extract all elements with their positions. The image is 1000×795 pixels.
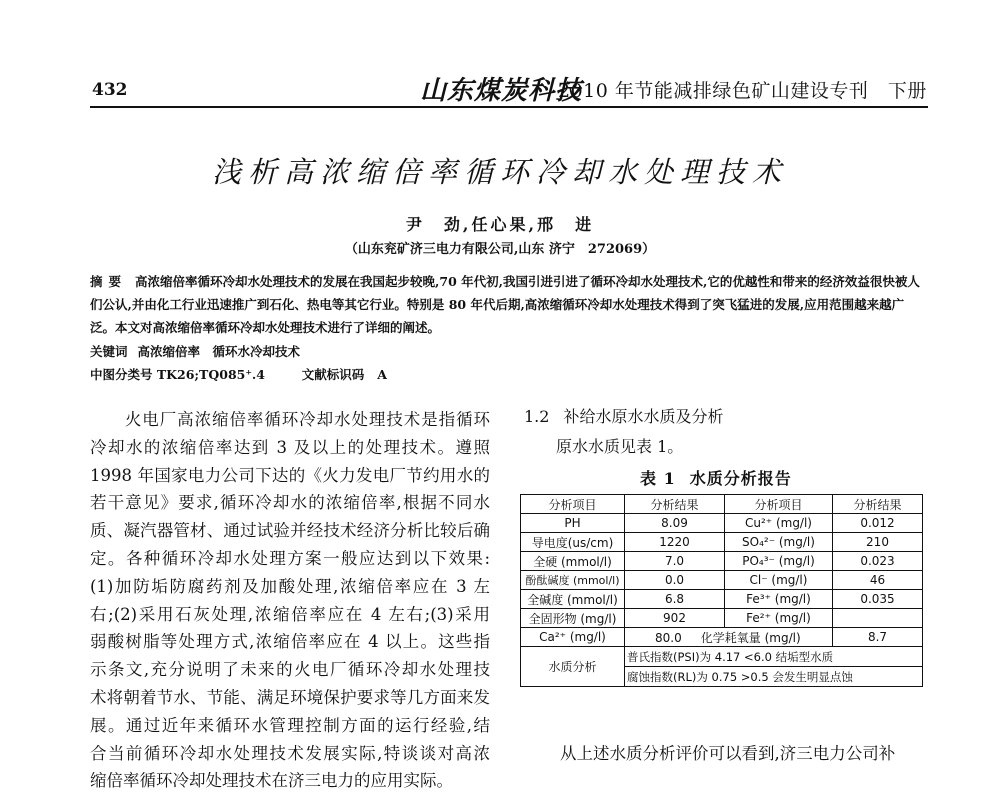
body-line: 定。各种循环冷却水处理方案一般应达到以下效果: [90,548,490,568]
article-affiliation: （山东兖矿济三电力有限公司,山东 济宁 272069） [344,242,656,257]
table-cell: 902 [625,609,725,628]
body-line: 质、凝汽器管材、通过试验并经技术经济分析比较后确 [90,521,490,541]
table-cell: Cl⁻ (mg/l) [725,571,833,590]
summary-line: 普氏指数(PSI)为 4.17 <6.0 结垢型水质 [625,647,923,667]
ca-value: 80.0 [655,630,682,645]
body-line: 若干意见》要求,循环冷却水的浓缩倍率,根据不同水 [90,493,490,513]
table-cell: 全碱度 (mmol/l) [521,590,625,609]
table-cell: 0.0 [625,571,725,590]
table-cell: 7.0 [625,552,725,571]
table-row [521,590,923,609]
table-cell: 导电度(us/cm) [521,533,625,552]
right-column-closing-line: 从上述水质分析评价可以看到,济三电力公司补 [560,744,896,763]
table-row [521,552,923,571]
table-cell: 全硬 (mmol/l) [521,552,625,571]
table-cell: 1220 [625,533,725,552]
summary-line: 腐蚀指数(RL)为 0.75 >0.5 会发生明显点蚀 [625,667,923,687]
section-title: 补给水原水水质及分析 [563,407,724,426]
body-line: 示条文,充分说明了未来的火电厂循环冷却水处理技 [90,660,490,680]
page-number: 432 [92,80,128,100]
keywords-text: 高浓缩倍率 循环水冷却技术 [137,344,301,359]
table-cell [625,628,833,647]
doc-code: A [377,367,387,382]
table-cell: 0.035 [833,590,923,609]
table-row [521,533,923,552]
keywords-label: 关键词 [90,344,128,359]
table-row-ca [521,628,923,647]
table-cell: 8.09 [625,514,725,533]
table-caption [640,466,792,489]
table-cell: 酚酞碱度 (mmol/l) [521,571,625,590]
table-header-row [521,495,923,514]
table-header: 分析项目 [521,495,625,514]
body-line: 术将朝着节水、节能、满足环境保护要求等几方面来发 [90,687,490,707]
abstract-text: 高浓缩倍率循环冷却水处理技术的发展在我国起步较晚,70 年代初,我国引进引进了循环冷却水处理技术,它的优越性和带来的经济效益很快被人们公认,并由化工行业迅速推广到石化、热电等其它行业。特别是 80 年代后期,高浓缩循环冷却水处理技术得到了突飞猛进的发展,应用范围越来越广泛。本文对高浓缩倍率循环冷却水处理技术进行了详细的阐述。 [90,274,920,335]
body-line: 火电厂高浓缩倍率循环冷却水处理技术是指循环 [90,410,490,429]
body-line: 右;(2)采用石灰处理,浓缩倍率应在 4 左右;(3)采用 [90,604,490,624]
table-label: 表 1 [640,469,676,488]
table-row [521,609,923,628]
body-line: 展。通过近年来循环水管理控制方面的运行经验,结 [90,715,490,735]
table-cell: 46 [833,571,923,590]
body-line: 1998 年国家电力公司下达的《火力发电厂节约用水的 [90,465,490,485]
cod-item: 化学耗氧量 (mg/l) [700,630,801,645]
header-rule [90,106,928,108]
table-header: 分析项目 [725,495,833,514]
table-title: 水质分析报告 [689,469,792,488]
body-line: 弱酸树脂等处理方式,浓缩倍率应在 4 以上。这些指 [90,632,490,652]
abstract [90,270,928,339]
summary-label: 水质分析 [521,647,625,687]
classification-code: TK26;TQ085⁺.4 [156,367,265,382]
table-cell: Fe³⁺ (mg/l) [725,590,833,609]
table-cell: Cu²⁺ (mg/l) [725,514,833,533]
table-cell: PO₄³⁻ (mg/l) [725,552,833,571]
table-row [521,514,923,533]
table-cell [833,609,923,628]
table-cell: 210 [833,533,923,552]
journal-logo: 山东煤炭科技 [420,76,583,106]
section-number: 1.2 [524,407,550,426]
body-line: 冷却水的浓缩倍率达到 3 及以上的处理技术。遵照 [90,437,490,457]
body-line: 合当前循环冷却水处理技术发展实际,特谈谈对高浓 [90,743,490,763]
section-intro: 原水水质见表 1。 [556,437,684,456]
table-cell: 全固形物 (mg/l) [521,609,625,628]
section-heading [524,404,723,427]
body-line: 缩倍率循环冷却处理技术在济三电力的应用实际。 [90,771,453,791]
classification-label: 中图分类号 [90,367,153,382]
table-cell: SO₄²⁻ (mg/l) [725,533,833,552]
table-header: 分析结果 [833,495,923,514]
issue-title: 2010 年节能减排绿色矿山建设专刊 下册 [558,80,927,102]
table-cell: Fe²⁺ (mg/l) [725,609,833,628]
body-line: (1)加防垢防腐药剂及加酸处理,浓缩倍率应在 3 左 [90,576,490,596]
article-authors: 尹 劲,任心果,邢 进 [405,215,595,234]
water-quality-table [520,494,923,687]
table-cell: Ca²⁺ (mg/l) [521,628,625,647]
table-cell: 8.7 [833,628,923,647]
article-title: 浅析高浓缩倍率循环冷却水处理技术 [211,155,788,189]
table-cell: 6.8 [625,590,725,609]
table-row-summary [521,647,923,667]
table-row [521,571,923,590]
left-column-body [90,406,490,795]
table-header: 分析结果 [625,495,725,514]
classification [90,365,928,383]
table-cell: 0.012 [833,514,923,533]
abstract-label: 摘要 [90,274,128,289]
table-cell: 0.023 [833,552,923,571]
keywords [90,342,928,360]
doc-code-label: 文献标识码 [301,367,365,382]
table-cell: PH [521,514,625,533]
